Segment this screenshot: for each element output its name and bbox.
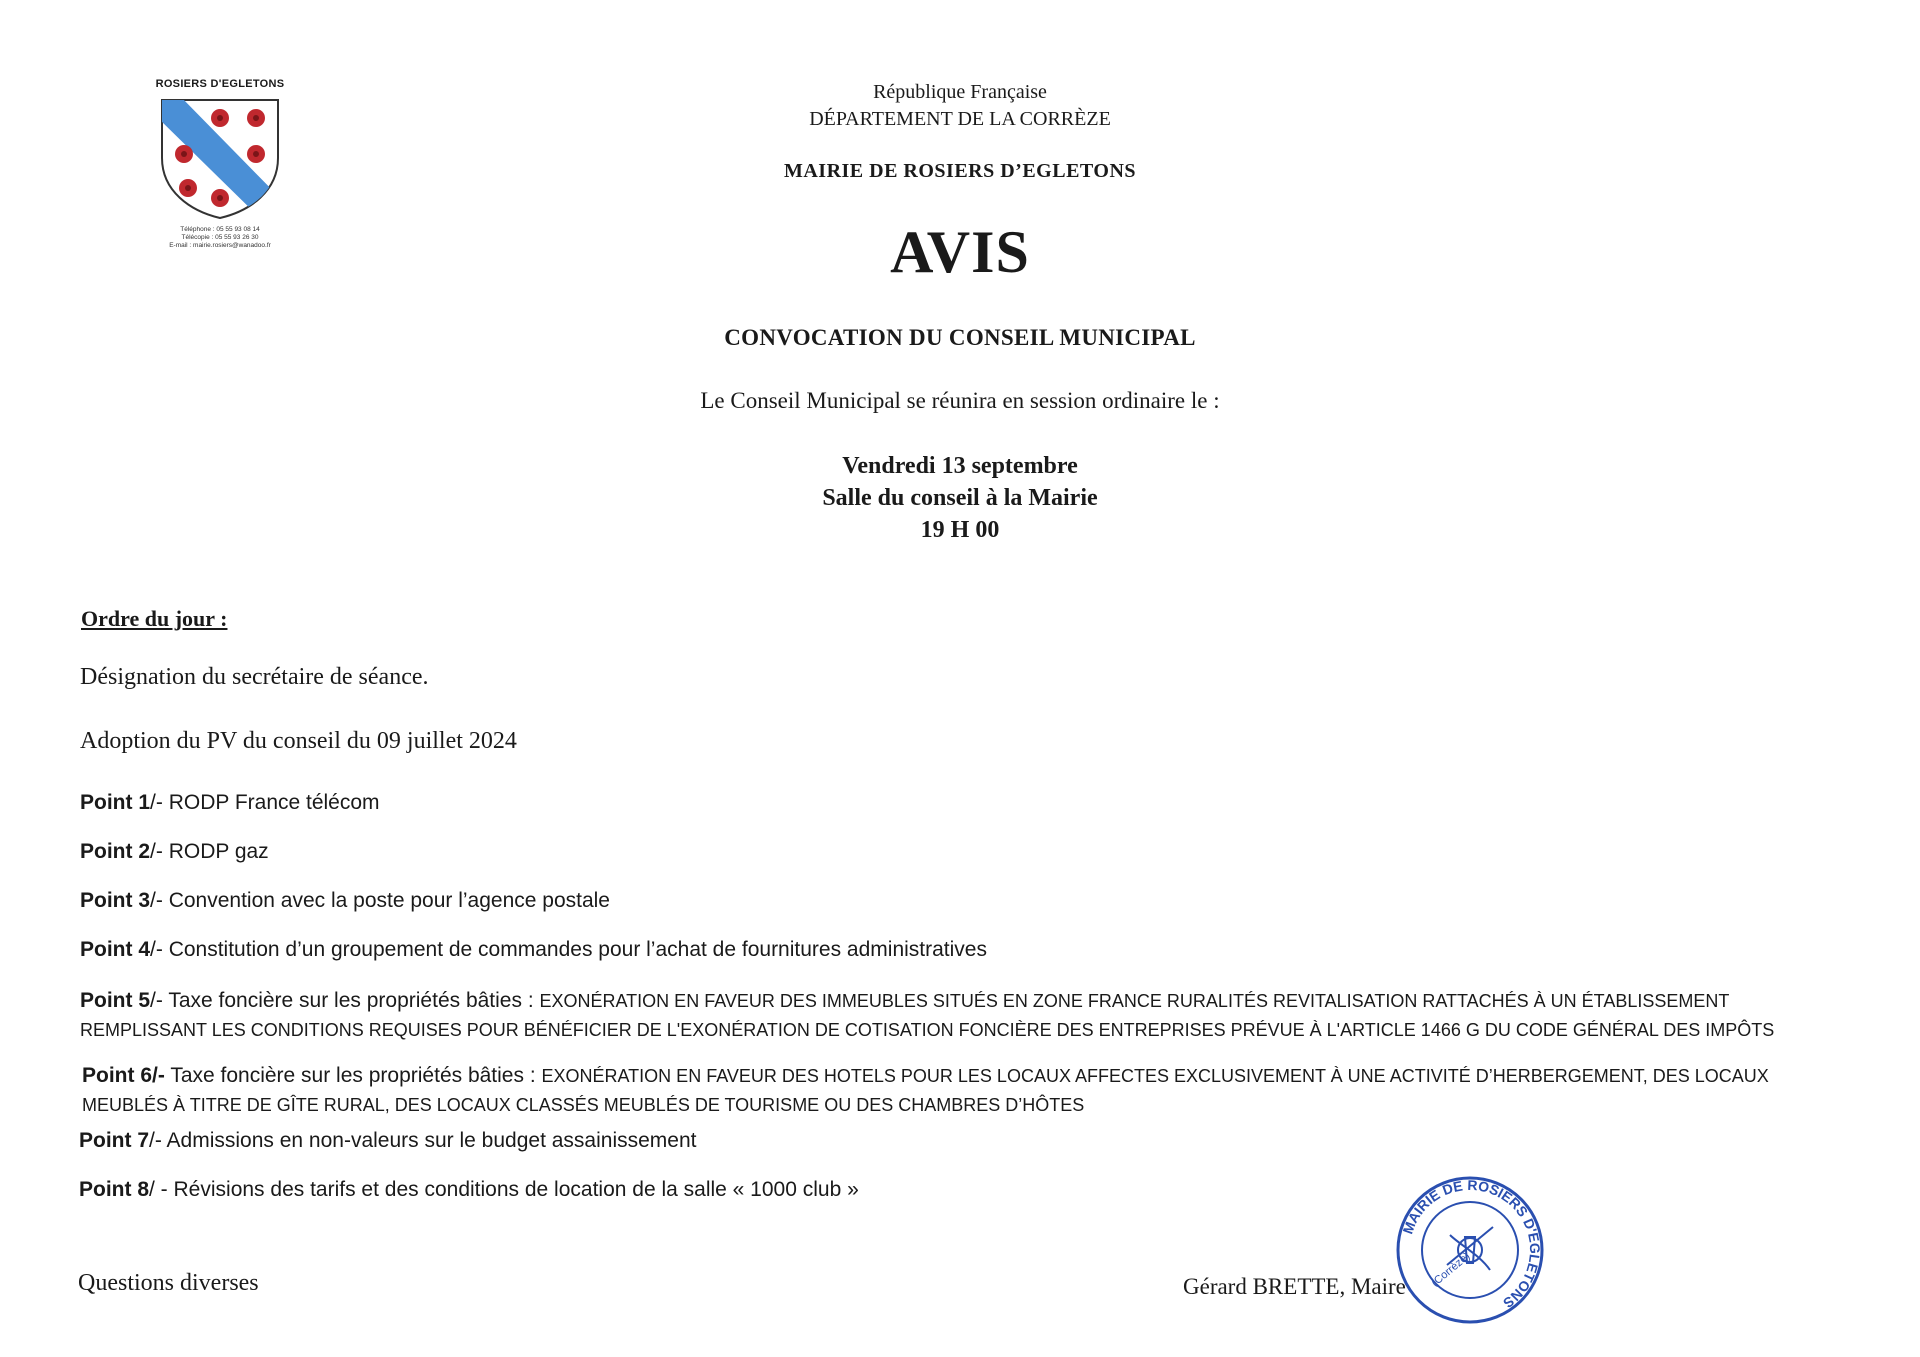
- point-text: Convention avec la poste pour l’agence postale: [168, 889, 610, 912]
- meeting-place: Salle du conseil à la Mairie: [822, 485, 1098, 511]
- agenda-point: [80, 889, 1880, 913]
- point-sep: /-: [150, 938, 169, 961]
- point-text: Taxe foncière sur les propriétés bâties :: [170, 1064, 542, 1087]
- point-detail: MEUBLÉS À TITRE DE GÎTE RURAL, DES LOCAUX CLASSÉS MEUBLÉS DE TOURISME OU DES CHAMBRES D’HÔTES: [82, 1095, 1085, 1115]
- point-detail: EXONÉRATION EN FAVEUR DES HOTELS POUR LES LOCAUX AFFECTES EXCLUSIVEMENT À UNE ACTIVITÉ D’HERBERGEMENT, DES LOCAUX: [541, 1066, 1769, 1086]
- point-text: RODP France télécom: [168, 791, 380, 814]
- crest-phone: Téléphone : 05 55 93 08 14: [180, 226, 260, 233]
- point-label: Point 8: [79, 1178, 150, 1201]
- agenda-point: [80, 791, 1880, 815]
- point-text: Taxe foncière sur les propriétés bâties :: [168, 989, 540, 1012]
- agenda-intro-item: Adoption du PV du conseil du 09 juillet 2024: [80, 728, 517, 754]
- svg-text:(Corrèze): (Corrèze): [1429, 1250, 1473, 1290]
- crest-fax: Télécopie : 05 55 93 26 30: [181, 234, 259, 241]
- agenda-point: [79, 1129, 1879, 1153]
- agenda-intro-item: Désignation du secrétaire de séance.: [80, 664, 429, 690]
- point-label: Point 4: [80, 938, 151, 961]
- department-line: DÉPARTEMENT DE LA CORRÈZE: [809, 108, 1111, 130]
- point-label: Point 7: [79, 1129, 150, 1152]
- mayor-signature: Gérard BRETTE, Maire: [1183, 1274, 1406, 1299]
- point-text: Admissions en non-valeurs sur le budget assainissement: [166, 1129, 697, 1152]
- point-sep: /-: [150, 989, 169, 1012]
- agenda-point: [80, 986, 1880, 1045]
- notice-title: AVIS: [890, 219, 1030, 285]
- point-sep: / -: [149, 1178, 174, 1201]
- republic-line: République Française: [873, 81, 1047, 103]
- agenda-point: [80, 938, 1880, 962]
- agenda-point: [80, 840, 1880, 864]
- point-sep: /-: [150, 840, 169, 863]
- closing-item: Questions diverses: [78, 1270, 259, 1296]
- point-label: Point 2: [80, 840, 151, 863]
- point-label: Point 1: [80, 791, 151, 814]
- point-label: Point 5: [80, 989, 151, 1012]
- crest-email: E-mail : mairie.rosiers@wanadoo.fr: [169, 242, 271, 249]
- point-label: Point 6/-: [82, 1064, 165, 1087]
- agenda-point: [79, 1178, 1879, 1202]
- point-sep: /-: [149, 1129, 167, 1152]
- mairie-stamp-icon: [1395, 1175, 1545, 1325]
- official-stamp: [1395, 1175, 1545, 1325]
- point-sep: /-: [150, 791, 169, 814]
- mairie-line: MAIRIE DE ROSIERS D’EGLETONS: [783, 160, 1137, 182]
- point-detail: REMPLISSANT LES CONDITIONS REQUISES POUR BÉNÉFICIER DE L'EXONÉRATION DE COTISATION FONCIÈRE DES ENTREPRISES PRÉVUE À L'ARTICLE 1466 G DU CODE GÉNÉRAL DES IMPÔTS: [80, 1020, 1775, 1040]
- point-text: Constitution d’un groupement de commandes pour l’achat de fournitures administratives: [168, 938, 987, 961]
- meeting-time: 19 H 00: [920, 517, 1000, 543]
- point-sep: /-: [150, 889, 169, 912]
- crest-title: ROSIERS D'EGLETONS: [155, 78, 285, 90]
- point-text: Révisions des tarifs et des conditions de location de la salle « 1000 club »: [173, 1178, 859, 1201]
- point-text: RODP gaz: [168, 840, 269, 863]
- notice-subtitle: CONVOCATION DU CONSEIL MUNICIPAL: [724, 325, 1196, 350]
- agenda-heading: Ordre du jour :: [81, 606, 228, 631]
- point-label: Point 3: [80, 889, 151, 912]
- point-detail: EXONÉRATION EN FAVEUR DES IMMEUBLES SITUÉS EN ZONE FRANCE RURALITÉS REVITALISATION RATTACHÉS À UN ÉTABLISSEMENT: [539, 991, 1730, 1011]
- notice-intro: Le Conseil Municipal se réunira en session ordinaire le :: [700, 388, 1220, 413]
- agenda-point: [82, 1061, 1882, 1120]
- svg-text:MAIRIE DE ROSIERS D'EGLETONS: MAIRIE DE ROSIERS D'EGLETONS: [1399, 1176, 1544, 1312]
- meeting-date: Vendredi 13 septembre: [842, 453, 1078, 479]
